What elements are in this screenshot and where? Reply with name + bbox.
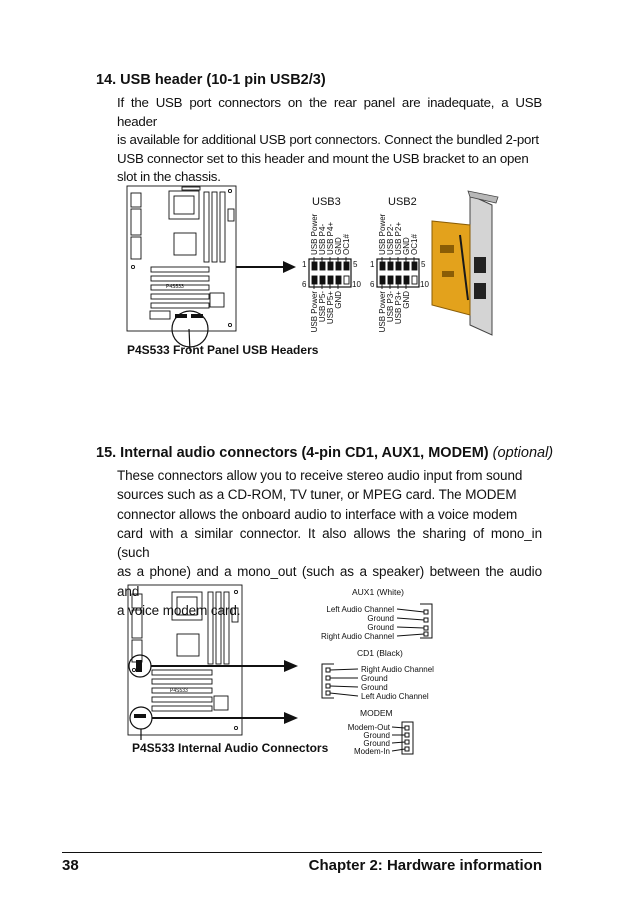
- modem-pin-1: Modem-Out: [347, 723, 390, 732]
- aux1-pin-1: Left Audio Channel: [326, 605, 394, 614]
- cd1-pin-1: Right Audio Channel: [361, 665, 434, 674]
- usb3-bottom-pin-8: USB P5+: [326, 291, 335, 325]
- aux1-connector: [397, 604, 432, 638]
- usb3-title: USB3: [312, 196, 341, 208]
- usb2-top-pin-2: USB P2-: [386, 223, 395, 255]
- modem-pin-3: Ground: [363, 739, 390, 748]
- usb3-pin-1-label: 1: [302, 260, 307, 269]
- usb3-bottom-pin-9: GND: [334, 291, 343, 309]
- section-15-line-5: as a phone) and a mono_out (such as a speaker) between the audio and: [117, 564, 542, 599]
- cd1-pin-2: Ground: [361, 674, 388, 683]
- board-label-1: P4S533: [166, 284, 184, 290]
- usb2-top-pin-4: GND: [402, 237, 411, 255]
- modem-pin-4: Modem-In: [353, 747, 390, 756]
- usb2-pin-10-label: 10: [420, 280, 429, 289]
- section-14-body: [117, 94, 542, 187]
- usb2-pin-6-label: 6: [370, 280, 375, 289]
- section-14-line-3: USB connector set to this header and mount the USB bracket to an open: [117, 150, 529, 166]
- usb3-pins: [312, 257, 349, 289]
- section-15-heading: [96, 445, 553, 461]
- motherboard-2: [128, 585, 242, 735]
- section-15-line-6: a voice modem card.: [117, 603, 241, 619]
- modem-connector: [392, 722, 413, 754]
- cd1-pin-4: Left Audio Channel: [361, 692, 429, 701]
- section-15-line-3: connector allows the onboard audio to interface with a voice modem: [117, 506, 518, 522]
- board-label-2: P4S533: [170, 688, 188, 694]
- usb2-pin-1-label: 1: [370, 260, 375, 269]
- aux1-pin-2: Ground: [367, 614, 394, 623]
- usb3-top-pin-2: USB P4-: [318, 223, 327, 255]
- usb3-pin-6-label: 6: [302, 280, 307, 289]
- usb-bracket-image: [432, 191, 498, 335]
- section-15-line-4: card with a similar connector. It also allows the sharing of mono_in (such: [117, 525, 542, 561]
- usb3-bottom-pin-7: USB P5-: [318, 291, 327, 323]
- usb2-top-pin-5: OC1#: [410, 234, 419, 255]
- usb-header-diagram: [0, 175, 638, 365]
- usb2-bottom-pin-7: USB P3-: [386, 291, 395, 323]
- section-15-heading-text: 15. Internal audio connectors (4-pin CD1, AUX1, MODEM): [96, 445, 489, 461]
- chapter-title: Chapter 2: Hardware information: [308, 857, 542, 874]
- audio-header-on-board-1: [136, 660, 142, 672]
- section-14-line-1: If the USB port connectors on the rear panel are inadequate, a USB header: [117, 95, 542, 129]
- aux1-pin-4: Right Audio Channel: [321, 632, 394, 641]
- section-15-line-2: sources such as a CD-ROM, TV tuner, or MPEG card. The MODEM: [117, 487, 517, 503]
- aux1-pin-3: Ground: [367, 623, 394, 632]
- arrow-head-2b: [284, 712, 298, 724]
- audio-header-on-board-2: [134, 714, 146, 718]
- modem-pin-2: Ground: [363, 731, 390, 740]
- aux1-title: AUX1 (White): [352, 587, 404, 597]
- usb3-bottom-pin-6: USB Power: [310, 291, 319, 333]
- usb2-bottom-pin-6: USB Power: [378, 291, 387, 333]
- optional-tag: (optional): [492, 445, 554, 461]
- motherboard-1: [127, 186, 236, 331]
- arrow-head-1: [283, 261, 296, 273]
- usb3-pin-5-label: 5: [353, 260, 358, 269]
- usb3-pin-10-label: 10: [352, 280, 361, 289]
- section-14-heading: 14. USB header (10-1 pin USB2/3): [96, 72, 326, 88]
- section-14-line-4: slot in the chassis.: [117, 169, 221, 185]
- footer-rule: [62, 852, 542, 853]
- usb2-pin-5-label: 5: [421, 260, 426, 269]
- usb2-bottom-pin-8: USB P3+: [394, 291, 403, 325]
- usb2-pins: [380, 257, 417, 289]
- usb-diagram-caption: P4S533 Front Panel USB Headers: [127, 343, 319, 357]
- usb2-bottom-pin-9: GND: [402, 291, 411, 309]
- audio-diagram-caption: P4S533 Internal Audio Connectors: [132, 741, 329, 755]
- usb2-title: USB2: [388, 196, 417, 208]
- page-number: 38: [62, 857, 79, 874]
- modem-title: MODEM: [360, 708, 393, 718]
- usb2-top-pin-1: USB Power: [378, 213, 387, 255]
- cd1-connector: [322, 664, 358, 698]
- usb3-top-pin-5: OC1#: [342, 234, 351, 255]
- arrow-head-2a: [284, 660, 298, 672]
- usb3-top-pin-1: USB Power: [310, 213, 319, 255]
- section-15-line-1: These connectors allow you to receive stereo audio input from sound: [117, 468, 523, 483]
- section-14-line-2: is available for additional USB port connectors. Connect the bundled 2-port: [117, 132, 539, 148]
- cd1-title: CD1 (Black): [357, 648, 403, 658]
- usb3-top-pin-4: GND: [334, 237, 343, 255]
- usb2-top-pin-3: USB P2+: [394, 221, 403, 255]
- cd1-pin-3: Ground: [361, 683, 388, 692]
- usb3-top-pin-3: USB P4+: [326, 221, 335, 255]
